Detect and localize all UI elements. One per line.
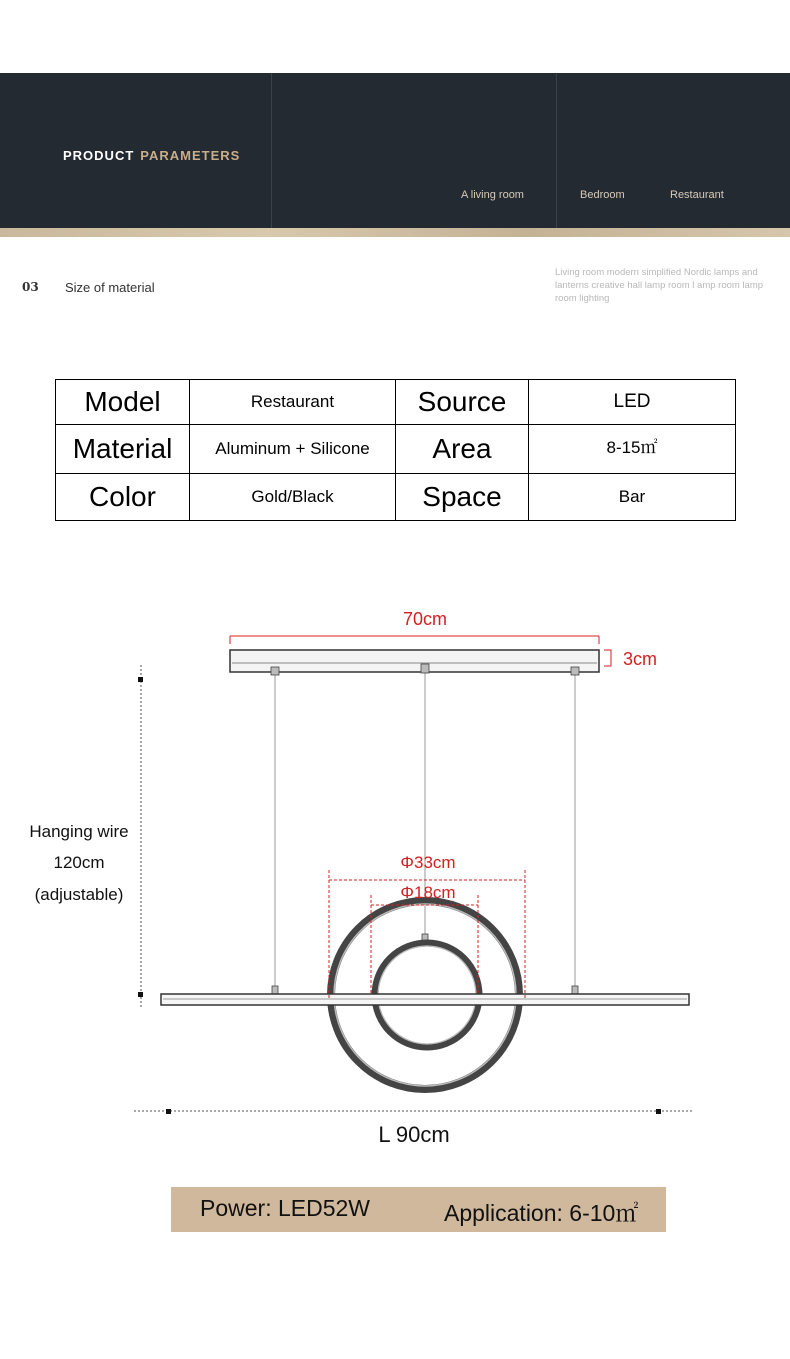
spec-value: Restaurant: [190, 380, 396, 425]
application-label: Application: 6-10㎡: [444, 1200, 639, 1226]
spec-value: 8-15㎡: [529, 425, 736, 474]
banner-divider: [271, 73, 272, 228]
section-number: 03: [22, 280, 39, 294]
floor-strip: [0, 228, 790, 237]
spec-table: [55, 379, 736, 521]
power-label: Power: LED52W: [200, 1195, 371, 1221]
spec-label: Material: [56, 425, 190, 474]
spec-label: Source: [396, 380, 529, 425]
table-row: [56, 425, 736, 474]
table-row: [56, 380, 736, 425]
section-title: Size of material: [65, 280, 155, 295]
lamp-dimension-diagram: [0, 600, 790, 1170]
spec-label: Model: [56, 380, 190, 425]
room-label-restaurant: Restaurant: [670, 189, 724, 201]
wire-label-line2: 120cm: [53, 853, 105, 872]
length-dimension: [134, 1109, 692, 1147]
wire-dimension: [29, 665, 143, 1008]
table-row: [56, 474, 736, 521]
spec-value: Aluminum + Silicone: [190, 425, 396, 474]
total-length-label: L 90cm: [378, 1122, 450, 1147]
header-banner: [0, 73, 790, 228]
outer-ring-label: Φ33cm: [400, 853, 456, 872]
spec-label: Color: [56, 474, 190, 521]
room-label-living: A living room: [461, 189, 524, 201]
specs-footer-bar: [171, 1187, 666, 1232]
ceiling-canopy: [230, 650, 599, 672]
section-description: Living room modern simplified Nordic lamps and lanterns creative hall lamp room l amp room lamp room lighting: [555, 267, 764, 304]
spec-value: Gold/Black: [190, 474, 396, 521]
spec-value: LED: [529, 380, 736, 425]
banner-title-main: PRODUCT: [63, 148, 135, 163]
spec-label: Area: [396, 425, 529, 474]
banner-divider: [556, 73, 557, 228]
wire-label-line1: Hanging wire: [29, 822, 129, 841]
canopy-length-label: 70cm: [402, 609, 448, 629]
banner-title-accent: PARAMETERS: [140, 148, 241, 163]
spec-value: Bar: [529, 474, 736, 521]
spec-label: Space: [396, 474, 529, 521]
banner-title: [63, 148, 240, 163]
inner-ring-label: Φ18cm: [400, 883, 456, 902]
wire-label-line3: (adjustable): [34, 885, 124, 904]
room-label-bedroom: Bedroom: [580, 189, 625, 201]
canopy-height-label: 3cm: [623, 649, 658, 669]
